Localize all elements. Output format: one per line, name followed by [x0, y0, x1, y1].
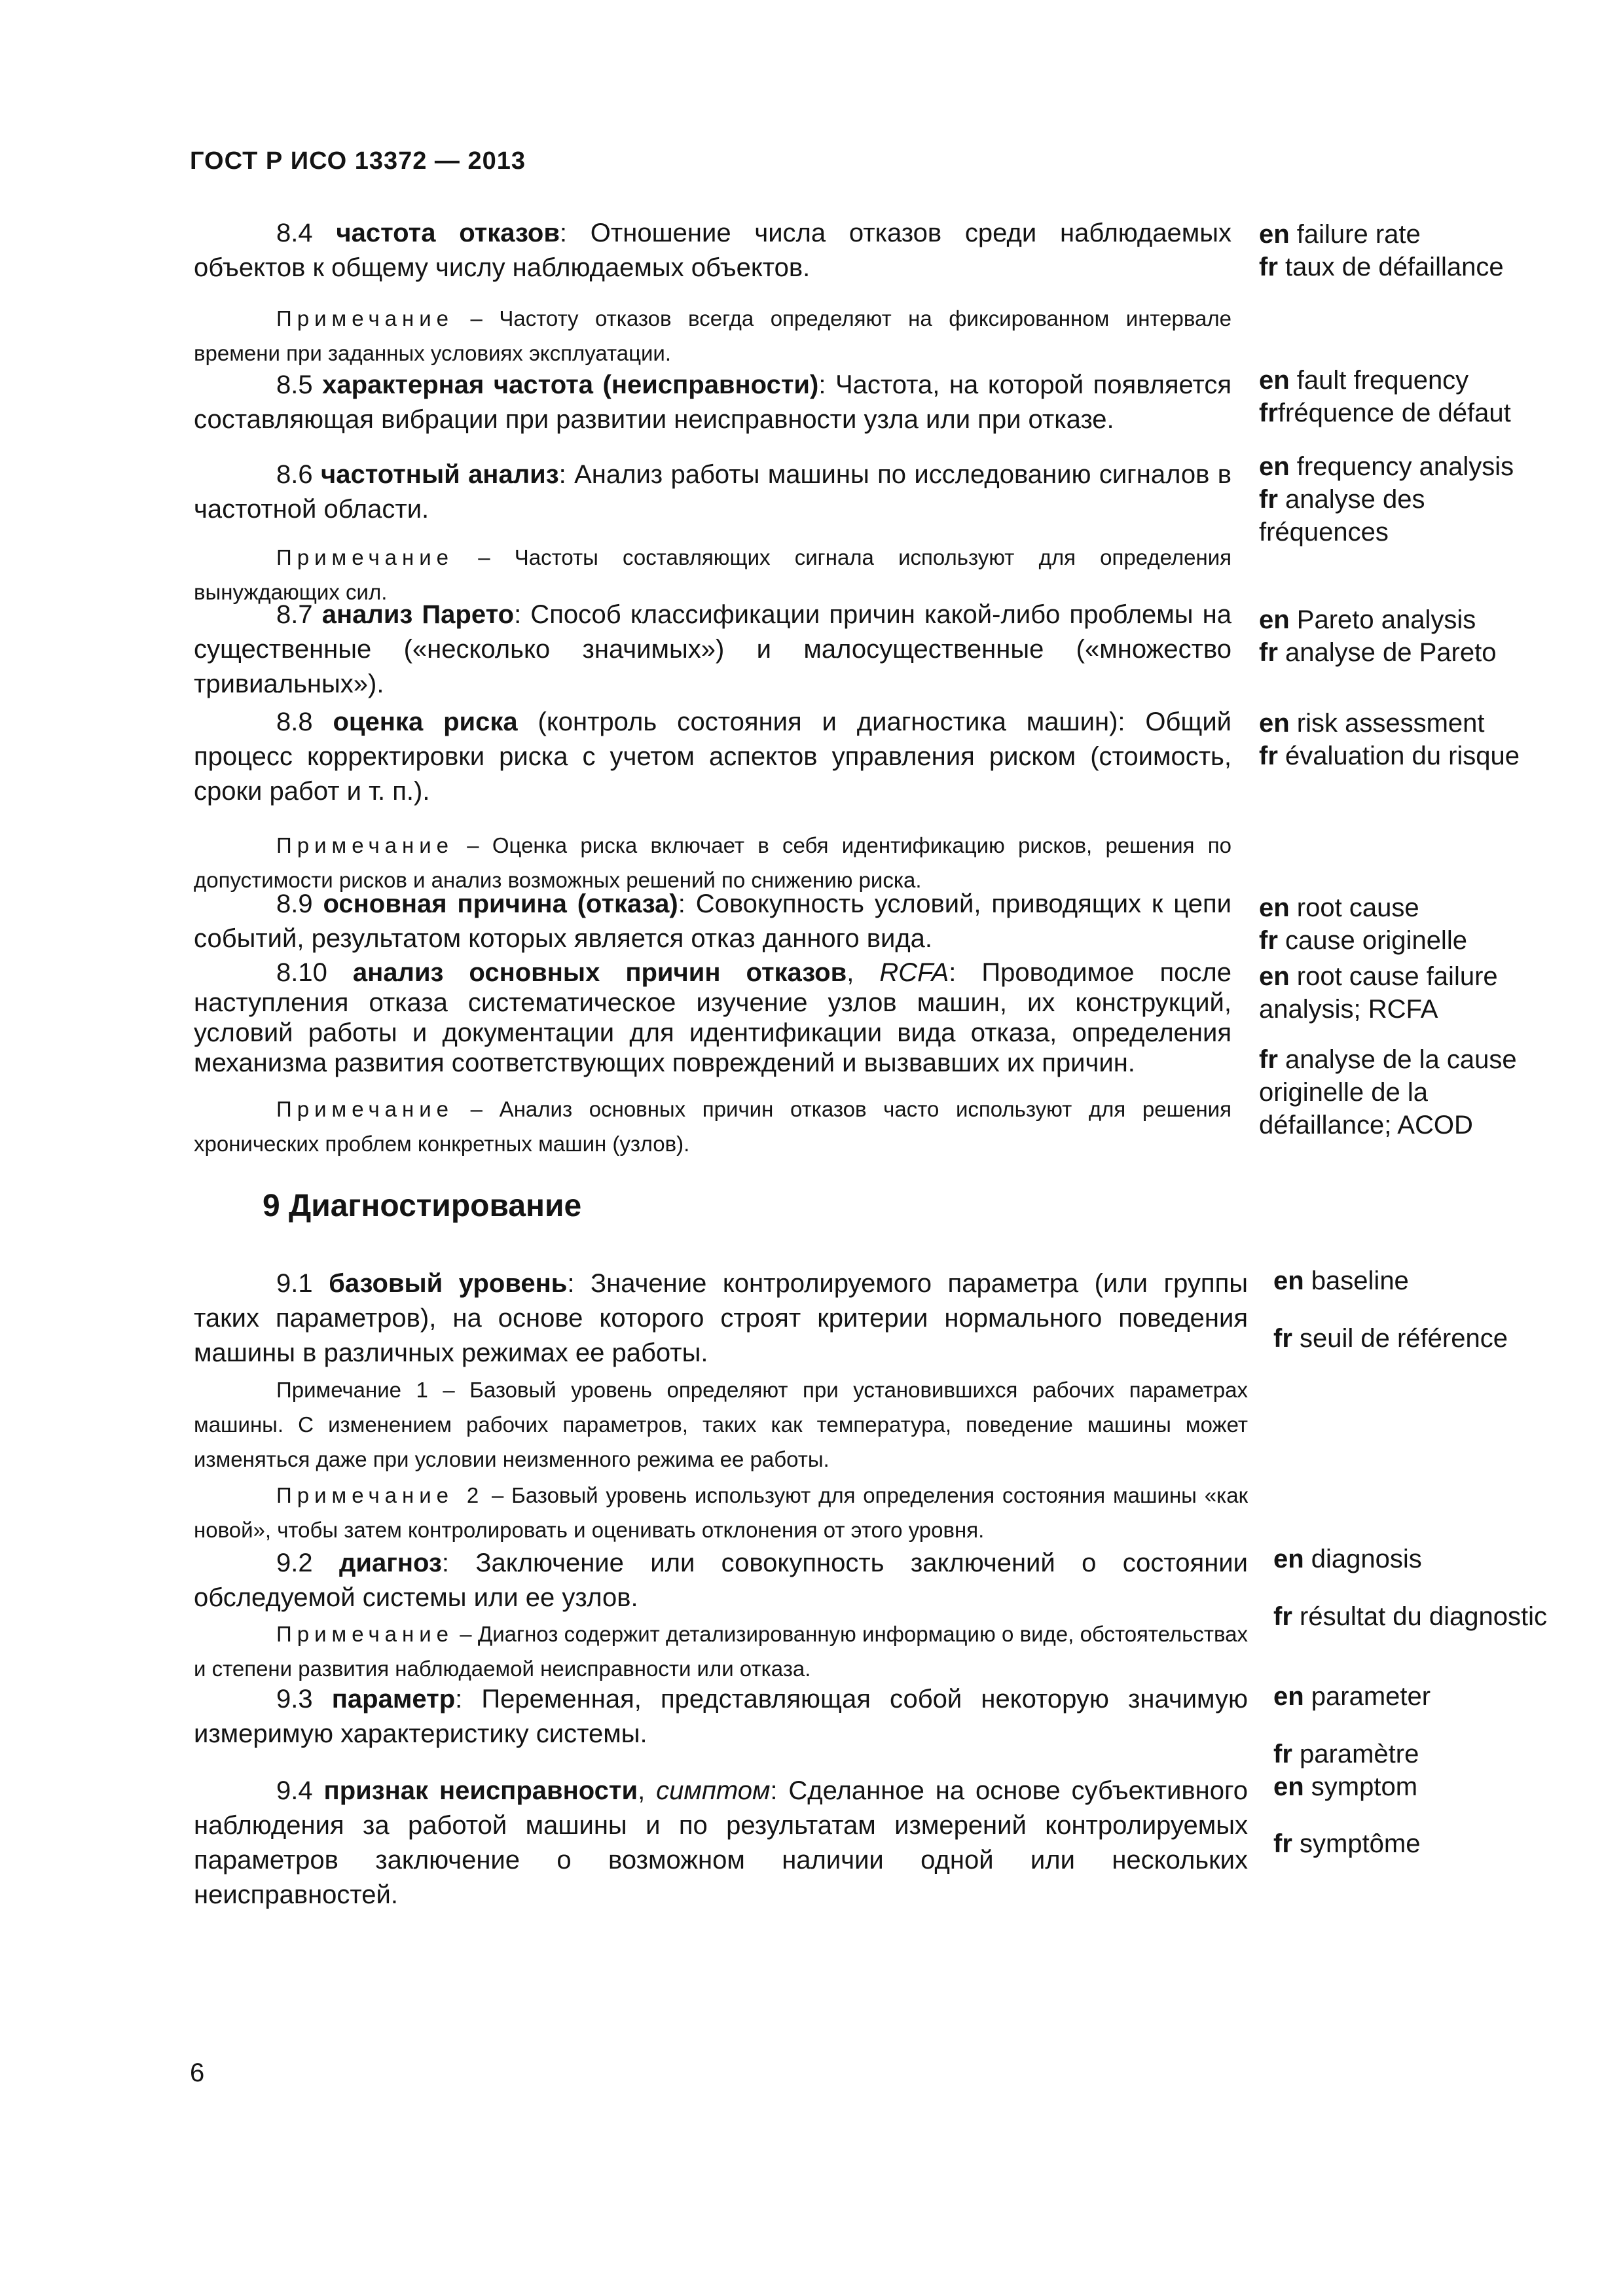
section-title: 9 Диагностирование: [263, 1189, 582, 1223]
equiv-8-8: en risk assessment fr évaluation du risque: [1259, 709, 1520, 770]
term-name: характерная частота (неисправности): [322, 370, 819, 399]
term-name: признак неисправности: [323, 1776, 638, 1805]
term-8-8: 8.8 оценка риска (контроль состояния и диагностика машин): Общий процесс корректировки риска с учетом аспектов управления риском (стоимость, сроки работ и т. п.).: [194, 708, 1232, 806]
note-8-6: Примечание – Частоты составляющих сигнала используют для определения вынуждающих сил.: [194, 545, 1231, 604]
term-8-10: 8.10 анализ основных причин отказов, RCFA: Проводимое после наступления отказа систематическое изучение узлов машин, их конструкций, условий работы и документации для идентификации вида отказа, определения механизма развития соответствующих повреждений и вызвавших их причин.: [194, 958, 1232, 1077]
equiv-8-6: en frequency analysis fr analyse des fréquences: [1259, 452, 1514, 547]
term-8-6: 8.6 частотный анализ: Анализ работы машины по исследованию сигналов в частотной области.: [194, 460, 1231, 524]
equiv-8-9: en root cause fr cause originelle: [1259, 893, 1467, 955]
term-name: оценка риска: [333, 708, 518, 736]
term-name: анализ Парето: [321, 600, 515, 629]
term-8-5: 8.5 характерная частота (неисправности): Частота, на которой появляется составляющая вибрации при развитии неисправности узла или при отказе.: [194, 370, 1231, 434]
term-name: анализ основных причин отказов: [352, 958, 847, 987]
equiv-8-10-fr: fr analyse de la cause originelle de la défaillance; ACOD: [1259, 1045, 1517, 1139]
equiv-8-5: en fault frequency frfréquence de défaut: [1259, 366, 1511, 427]
equiv-9-4-fr: fr symptôme: [1273, 1829, 1421, 1858]
term-name: параметр: [331, 1685, 456, 1713]
note-8-10: Примечание – Анализ основных причин отказов часто используют для решения хронических проблем конкретных машин (узлов).: [194, 1097, 1231, 1156]
term-9-4: 9.4 признак неисправности, симптом: Сделанное на основе субъективного наблюдения за работой машины и по результатам измерений контролируемых параметров заключение о возможном наличии одной или нескольких неисправностей.: [194, 1776, 1248, 1909]
page-number: 6: [190, 2058, 205, 2087]
note-9-1-a: Примечание 1 – Базовый уровень определяют при установившихся рабочих параметрах машины. С изменением рабочих параметров, таких как температура, поведение машины может изменяться даже при условии неизменного режима ее работы.: [194, 1378, 1248, 1471]
equiv-9-2-en: en diagnosis: [1273, 1545, 1422, 1573]
note-9-1-b: Примечание 2 – Базовый уровень используют для определения состояния машины «как новой», чтобы затем контролировать и оценивать отклонения от этого уровня.: [194, 1483, 1249, 1542]
term-8-7: 8.7 анализ Парето: Способ классификации причин какой-либо проблемы на существенные («несколько значимых») и малосущественные («множество тривиальных»).: [194, 600, 1231, 698]
term-name: частотный анализ: [320, 460, 559, 489]
term-name: базовый уровень: [329, 1269, 568, 1298]
term-name: диагноз: [338, 1549, 442, 1577]
note-9-2: Примечание – Диагноз содержит детализированную информацию о виде, обстоятельствах и степени развития наблюдаемой неисправности или отказа.: [194, 1622, 1248, 1681]
equiv-9-2-fr: fr résultat du diagnostic: [1273, 1602, 1548, 1631]
equiv-9-4-en: en symptom: [1273, 1772, 1418, 1801]
note-8-8: Примечание – Оценка риска включает в себя идентификацию рисков, решения по допустимости рисков и анализ возможных решений по снижению риска.: [194, 833, 1231, 892]
term-name: основная причина (отказа): [323, 889, 678, 918]
document-header: ГОСТ Р ИСО 13372 — 2013: [190, 147, 526, 175]
term-9-1: 9.1 базовый уровень: Значение контролируемого параметра (или группы таких параметров), на основе которого строят критерии нормального поведения машины в различных режимах ее работы.: [194, 1269, 1248, 1367]
term-name: частота отказов: [336, 219, 560, 247]
term-8-9: 8.9 основная причина (отказа): Совокупность условий, приводящих к цепи событий, результатом которых является отказ данного вида.: [194, 889, 1231, 953]
equiv-8-4: en failure rate fr taux de défaillance: [1259, 220, 1504, 281]
equiv-8-7: en Pareto analysis fr analyse de Pareto: [1259, 605, 1497, 667]
term-9-2: 9.2 диагноз: Заключение или совокупность заключений о состоянии обследуемой системы или ее узлов.: [194, 1549, 1248, 1612]
equiv-9-1-en: en baseline: [1273, 1266, 1409, 1295]
term-9-3: 9.3 параметр: Переменная, представляющая собой некоторую значимую измеримую характеристику системы.: [194, 1685, 1248, 1748]
equiv-9-3-en: en parameter: [1273, 1682, 1431, 1711]
equiv-9-1-fr: fr seuil de référence: [1273, 1324, 1508, 1353]
term-8-4: 8.4 частота отказов: Отношение числа отказов среди наблюдаемых объектов к общему числу наблюдаемых объектов.: [194, 219, 1231, 282]
note-8-4: Примечание – Частоту отказов всегда определяют на фиксированном интервале времени при заданных условиях эксплуатации.: [194, 306, 1231, 365]
equiv-9-3-fr: fr paramètre: [1273, 1740, 1419, 1768]
equiv-8-10-en: en root cause failure analysis; RCFA: [1259, 962, 1498, 1024]
